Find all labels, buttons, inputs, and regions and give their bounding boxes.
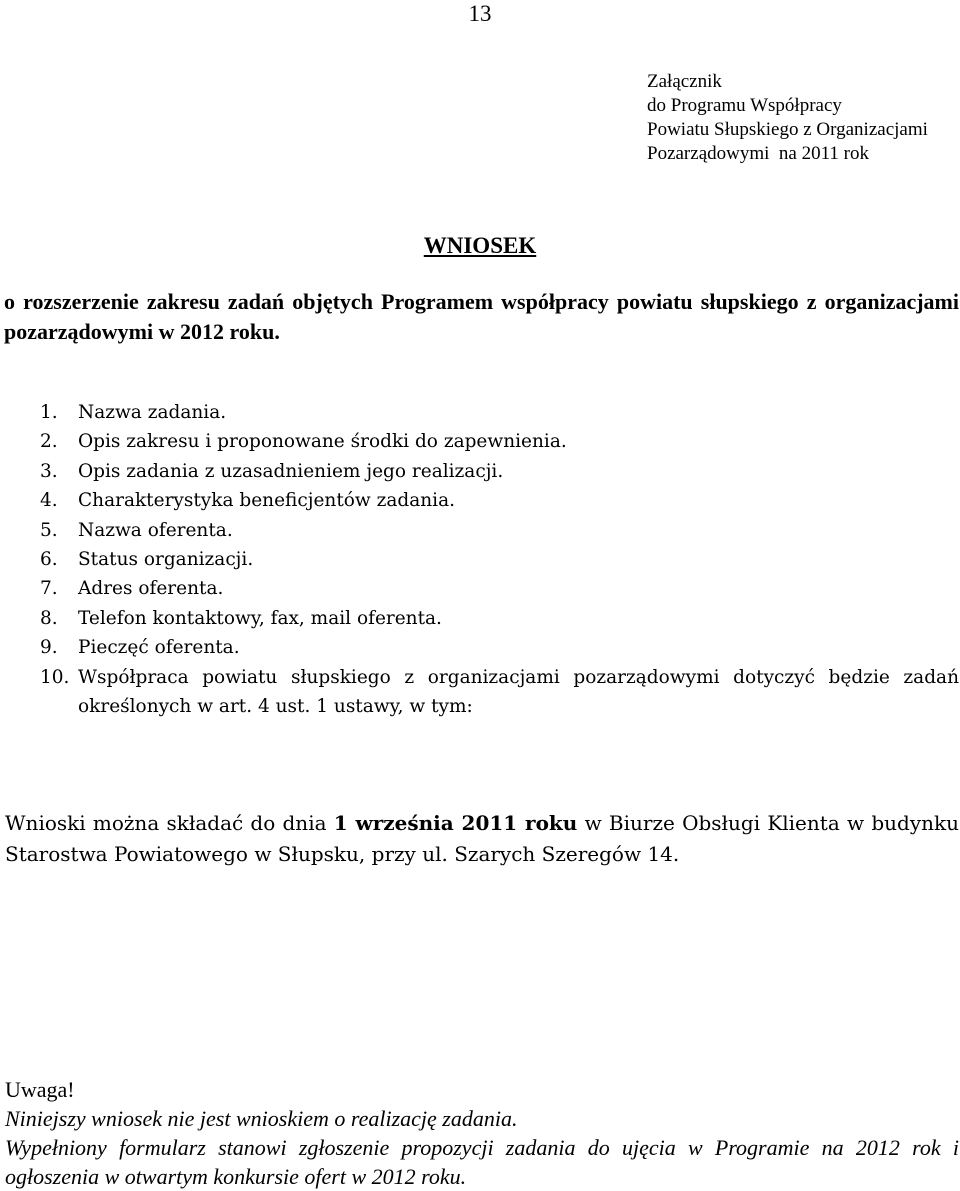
item-text: Opis zadania z uzasadnieniem jego realizacji. bbox=[78, 460, 504, 482]
deadline-date: 1 września 2011 roku bbox=[333, 811, 578, 835]
item-text: Charakterystyka beneficjentów zadania. bbox=[78, 490, 455, 512]
list-item bbox=[40, 516, 959, 545]
note-heading: Uwaga! bbox=[5, 1077, 75, 1102]
list-item bbox=[40, 604, 959, 633]
list-item bbox=[40, 457, 959, 486]
annex-block bbox=[647, 70, 928, 166]
form-title: WNIOSEK bbox=[423, 233, 537, 258]
item-number: 1. bbox=[40, 402, 58, 423]
required-items-list bbox=[40, 398, 959, 721]
item-text: Współpraca powiatu słupskiego z organizacjami pozarządowymi dotyczyć będzie zadań określonych w art. 4 ust. 1 ustawy, w tym: bbox=[78, 666, 959, 718]
annex-line: Pozarządowymi na 2011 rok bbox=[647, 143, 869, 164]
item-text: Status organizacji. bbox=[78, 549, 254, 571]
submission-deadline-paragraph bbox=[5, 808, 959, 870]
list-item bbox=[40, 427, 959, 456]
item-text: Opis zakresu i proponowane środki do zapewnienia. bbox=[78, 431, 567, 453]
item-number: 4. bbox=[40, 490, 58, 512]
item-text: Nazwa zadania. bbox=[78, 402, 227, 423]
item-text: Adres oferenta. bbox=[78, 578, 224, 600]
item-number: 10. bbox=[40, 666, 70, 688]
list-item bbox=[40, 398, 959, 427]
item-number: 8. bbox=[40, 607, 58, 629]
item-number: 3. bbox=[40, 460, 58, 482]
note-line: Niniejszy wniosek nie jest wnioskiem o realizację zadania. bbox=[5, 1106, 518, 1131]
list-item bbox=[40, 486, 959, 515]
deadline-text-after: w Biurze Obsługi Klienta w budynku Starostwa Powiatowego w Słupsku, przy ul. Szarych Szeregów 14. bbox=[5, 811, 959, 866]
annex-line: do Programu Współpracy bbox=[647, 95, 842, 116]
item-number: 6. bbox=[40, 549, 58, 571]
item-number: 7. bbox=[40, 578, 58, 600]
note-line: Wypełniony formularz stanowi zgłoszenie propozycji zadania do ujęcia w Programie na 2012 rok i ogłoszenia w otwartym konkursie ofert w 2012 roku. bbox=[5, 1135, 959, 1189]
note-block bbox=[5, 1075, 959, 1191]
item-number: 9. bbox=[40, 637, 58, 659]
list-item bbox=[40, 545, 959, 574]
annex-line: Załącznik bbox=[647, 71, 722, 92]
list-item bbox=[40, 633, 959, 662]
page-number: 13 bbox=[468, 1, 492, 26]
list-item bbox=[40, 574, 959, 603]
annex-line: Powiatu Słupskiego z Organizacjami bbox=[647, 119, 928, 140]
list-item bbox=[40, 663, 959, 722]
item-text: Telefon kontaktowy, fax, mail oferenta. bbox=[78, 607, 442, 629]
item-number: 2. bbox=[40, 431, 58, 453]
deadline-text-before: Wnioski można składać do dnia bbox=[5, 811, 334, 835]
item-text: Nazwa oferenta. bbox=[78, 519, 233, 541]
item-text: Pieczęć oferenta. bbox=[78, 637, 240, 659]
item-number: 5. bbox=[40, 519, 58, 541]
form-subtitle: o rozszerzenie zakresu zadań objętych Programem współpracy powiatu słupskiego z organizacjami pozarządowymi w 2012 roku. bbox=[4, 289, 959, 344]
